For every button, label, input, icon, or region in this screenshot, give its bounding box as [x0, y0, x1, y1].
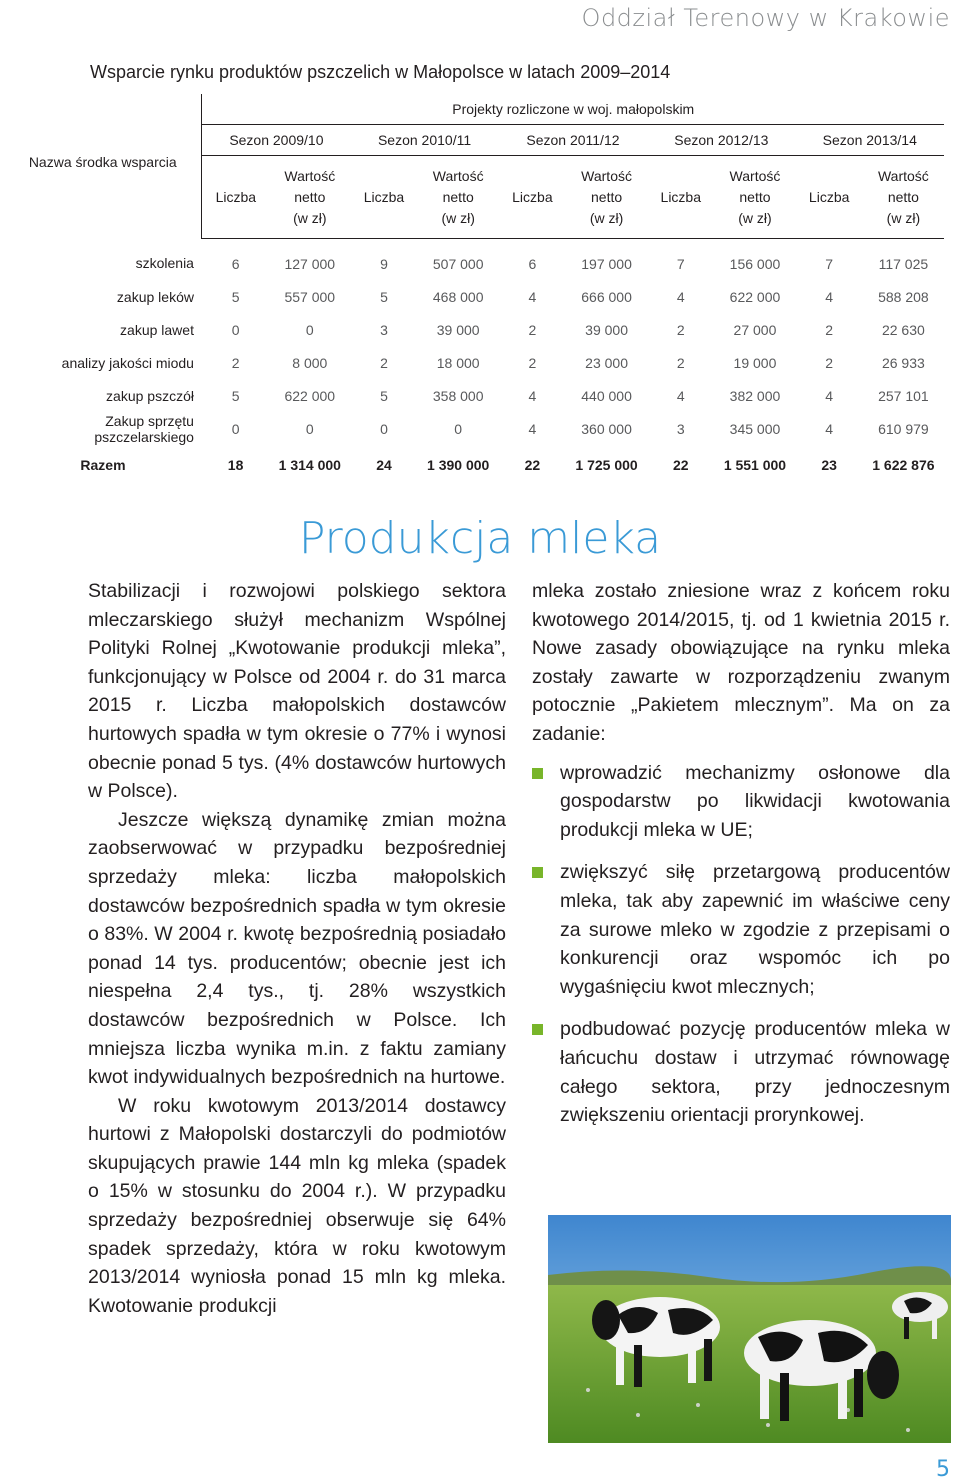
office-header: Oddział Terenowy w Krakowie — [581, 4, 950, 32]
value-cell: 1 390 000 — [427, 457, 490, 473]
count-cell: 0 — [380, 420, 388, 437]
square-bullet-icon — [532, 867, 543, 878]
list-item: podbudować pozycję producentów mleka w łańcuchu dostaw i utrzymać równowagę całego sektora, przy jednoczesnym zwiększeniu orientacji prorynkowej. — [532, 1015, 950, 1129]
total-row — [4, 445, 944, 485]
paragraph: W roku kwotowym 2013/2014 dostawcy hurtowi z Małopolski dostarczyli do podmiotów skupujących prawie 144 mln kg mleka (spadek o 15% w stosunku do 2004 r.). W przypadku sprzedaży bezpośredniej obserwuje się 64% spadek sprzedaży, która w roku kwotowym 2013/2014 wyniosła ponad 15 mln kg mleka. Kwotowanie produkcji — [88, 1094, 506, 1317]
value-cell: 117 025 — [878, 255, 929, 272]
cows-photo — [548, 1215, 951, 1443]
value-cell: 23 000 — [585, 354, 628, 371]
count-cell: 2 — [676, 354, 685, 371]
value-cell: 468 000 — [432, 288, 484, 305]
count-cell: 5 — [231, 288, 240, 305]
count-cell: 2 — [231, 354, 240, 371]
value-cell: 345 000 — [729, 420, 781, 437]
table-body — [4, 239, 944, 486]
count-cell: 4 — [825, 387, 834, 404]
count-header: Liczba — [796, 156, 863, 239]
season-header: Sezon 2010/11 — [350, 125, 498, 156]
count-cell: 6 — [528, 255, 537, 272]
count-header: Liczba — [202, 156, 269, 239]
count-cell: 4 — [528, 288, 537, 305]
season-header: Sezon 2012/13 — [647, 125, 795, 156]
season-header: Sezon 2009/10 — [202, 125, 350, 156]
count-cell: 18 — [227, 457, 244, 473]
value-cell: 666 000 — [581, 288, 632, 305]
table-row — [4, 313, 944, 346]
paragraph: Jeszcze większą dynamikę zmian można zaobserwować w przypadku bezpośredniej sprzedaży mleka: liczba małopolskich dostawców bezpośrednich spadła w tym okresie o 83%. W 2004 r. kwotę bezpośrednią posiadało ponad 14 tys. producentów; obecnie jest ich niespełna 2,4 tys., tj. 28% wszystkich dostawców bezpośrednich w Polsce. Ich mniejsza liczba wynika m.in. z faktu zamiany kwot indywidualnych bezpośrednich na hurtowe. — [88, 808, 506, 1089]
count-cell: 4 — [676, 288, 685, 305]
paragraph: Stabilizacji i rozwojowi polskiego sektora mleczarskiego służył mechanizm Wspólnej Polityki Rolnej „Kwotowanie produkcji mleka”, funkcjonujący w Polsce od 2004 r. do 31 marca 2015 r. Liczba małopolskich dostawców hurtowych spadła w tym okresie o 77% i wynosi obecnie ponad 5 tys. (4% dostawców hurtowych w Polsce). — [88, 580, 506, 803]
support-table — [4, 94, 944, 485]
season-header: Sezon 2011/12 — [499, 125, 647, 156]
paragraph: mleka zostało zniesione wraz z końcem roku kwotowego 2014/2015, tj. od 1 kwietnia 2015 r. Nowe zasady obowiązujące na rynku mleka zostały zawarte w rozporządzeniu zwanym potocznie „Pakietem mlecznym”. Ma on za zadanie: — [532, 580, 950, 745]
value-header: Wartość netto (w zł) — [269, 156, 350, 239]
count-cell: 4 — [676, 387, 685, 404]
count-cell: 5 — [380, 387, 388, 404]
value-cell: 557 000 — [284, 288, 336, 305]
value-cell: 8 000 — [292, 354, 328, 371]
name-column-header: Nazwa środka wsparcia — [28, 154, 177, 170]
value-cell: 27 000 — [733, 321, 777, 338]
list-item: wprowadzić mechanizmy osłonowe dla gospodarstw po likwidacji kwotowania produkcji mleka w UE; — [532, 759, 950, 845]
row-name: zakup leków — [116, 288, 194, 305]
page-number: 5 — [936, 1457, 950, 1482]
count-header: Liczba — [499, 156, 566, 239]
value-cell: 18 000 — [436, 354, 480, 371]
value-cell: 358 000 — [432, 387, 484, 404]
table-row — [4, 412, 944, 445]
count-cell: 22 — [524, 457, 541, 473]
value-header: Wartość netto (w zł) — [566, 156, 647, 239]
count-cell: 22 — [672, 457, 689, 473]
value-cell: 610 979 — [878, 420, 929, 437]
value-header: Wartość netto (w zł) — [863, 156, 944, 239]
count-cell: 2 — [825, 354, 834, 371]
square-bullet-icon — [532, 1024, 543, 1035]
row-name: zakup lawet — [120, 321, 194, 338]
value-header: Wartość netto (w zł) — [714, 156, 795, 239]
count-cell: 2 — [528, 354, 537, 371]
value-cell: 39 000 — [436, 321, 480, 338]
list-item: zwiększyć siłę przetargową producentów mleka, tak aby zapewnić im właściwe ceny za surowe mleko w zgodzie z przepisami o konkurencji oraz wspomóc ich po wygaśnięciu kwot mlecznych; — [532, 858, 950, 1001]
value-cell: 22 630 — [881, 321, 925, 338]
count-cell: 9 — [380, 255, 388, 272]
value-cell: 257 101 — [878, 387, 929, 404]
count-cell: 2 — [825, 321, 834, 338]
value-cell: 440 000 — [581, 387, 632, 404]
row-name: zakup pszczół — [106, 387, 194, 404]
count-cell: 4 — [825, 288, 834, 305]
count-cell: 4 — [528, 420, 537, 437]
count-cell: 3 — [676, 420, 685, 437]
count-cell: 0 — [231, 321, 240, 338]
table-title: Wsparcie rynku produktów pszczelich w Małopolsce w latach 2009–2014 — [90, 62, 671, 82]
value-cell: 382 000 — [729, 387, 781, 404]
count-cell: 3 — [380, 321, 388, 338]
goals-list — [532, 759, 950, 1130]
count-cell: 5 — [231, 387, 240, 404]
count-cell: 5 — [380, 288, 388, 305]
row-name: Razem — [80, 457, 126, 473]
value-cell: 1 314 000 — [278, 457, 341, 473]
count-cell: 0 — [231, 420, 240, 437]
square-bullet-icon — [532, 768, 543, 779]
count-header: Liczba — [647, 156, 714, 239]
row-name: szkolenia — [135, 255, 194, 272]
table-row — [4, 280, 944, 313]
value-cell: 622 000 — [284, 387, 336, 404]
value-cell: 0 — [305, 321, 314, 338]
value-header: Wartość netto (w zł) — [418, 156, 499, 239]
row-name: analizy jakości miodu — [61, 354, 194, 371]
count-cell: 23 — [821, 457, 837, 473]
value-cell: 507 000 — [432, 255, 484, 272]
value-cell: 156 000 — [729, 255, 781, 272]
table-row — [4, 239, 944, 281]
projects-header: Projekty rozliczone w woj. małopolskim — [202, 94, 944, 125]
value-cell: 26 933 — [881, 354, 925, 371]
value-cell: 197 000 — [581, 255, 632, 272]
value-cell: 1 551 000 — [723, 457, 787, 473]
value-cell: 39 000 — [585, 321, 628, 338]
value-cell: 127 000 — [284, 255, 336, 272]
value-cell: 622 000 — [729, 288, 781, 305]
season-header: Sezon 2013/14 — [796, 125, 944, 156]
count-header: Liczba — [350, 156, 417, 239]
value-cell: 1 725 000 — [575, 457, 638, 473]
count-cell: 4 — [825, 420, 834, 437]
table-row — [4, 346, 944, 379]
count-cell: 4 — [528, 387, 537, 404]
right-column — [532, 577, 950, 1144]
value-cell: 0 — [454, 420, 463, 437]
count-cell: 7 — [825, 255, 834, 272]
value-cell: 588 208 — [878, 288, 929, 305]
value-cell: 360 000 — [581, 420, 632, 437]
count-cell: 2 — [528, 321, 537, 338]
count-cell: 2 — [676, 321, 685, 338]
count-cell: 7 — [676, 255, 685, 272]
value-cell: 1 622 876 — [872, 457, 935, 473]
left-column — [88, 577, 506, 1320]
value-cell: 0 — [305, 420, 314, 437]
section-title: Produkcja mleka — [298, 513, 662, 564]
value-cell: 19 000 — [733, 354, 777, 371]
count-cell: 6 — [231, 255, 240, 272]
count-cell: 2 — [380, 354, 388, 371]
table-row — [4, 379, 944, 412]
row-name: Zakup sprzętu pszczelarskiego — [94, 412, 194, 445]
count-cell: 24 — [376, 457, 392, 473]
